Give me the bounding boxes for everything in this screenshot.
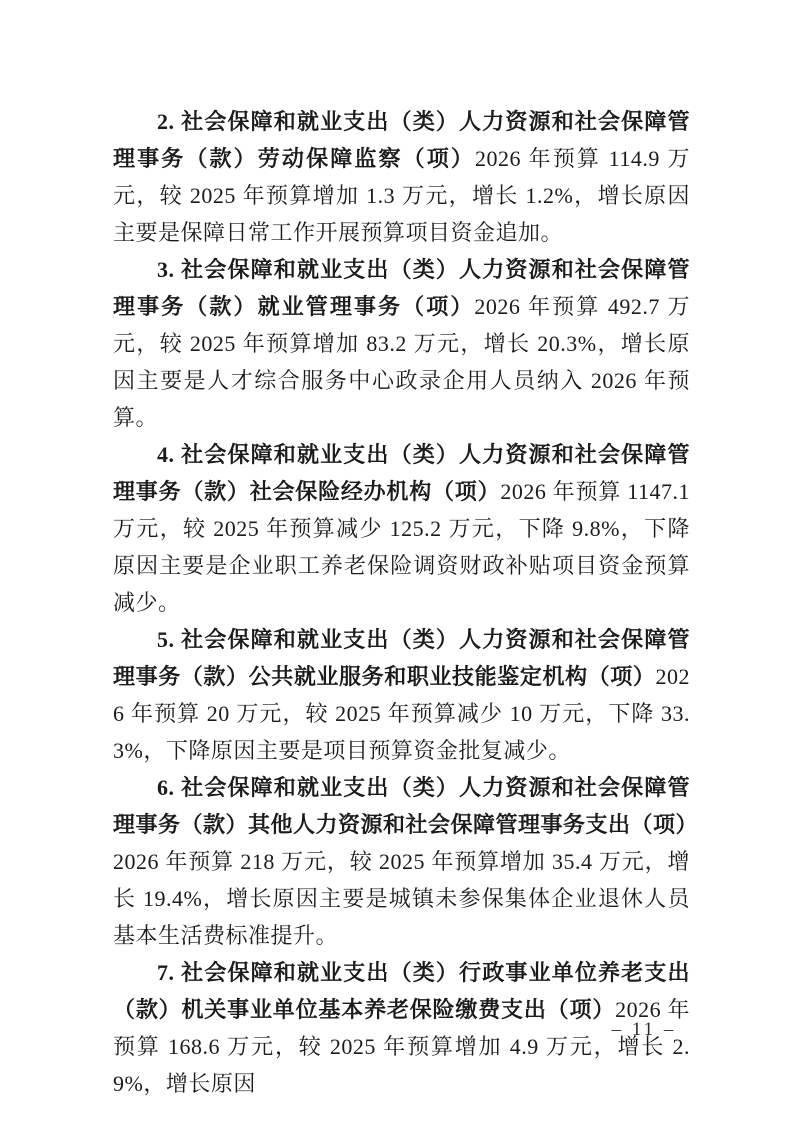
budget-paragraph-5-body: 2026 年预算 20 万元，较 2025 年预算减少 10 万元，下降 33.3%，下降原因主要是项目预算资金批复减少。 [113, 664, 690, 763]
budget-paragraph-4-body: 2026 年预算 1147.1 万元，较 2025 年预算减少 125.2 万元，下降 9.8%，下降原因主要是企业职工养老保险调资财政补贴项目资金预算减少。 [113, 479, 690, 615]
budget-paragraph-6-heading: 6. 社会保障和就业支出（类）人力资源和社会保障管理事务（款）其他人力资源和社会保障管理事务支出（项） [113, 775, 699, 837]
budget-paragraph-7-body: 2026 年预算 168.6 万元，较 2025 年预算增加 4.9 万元，增长 2.9%，增长原因 [113, 997, 690, 1096]
budget-paragraph-2-body: 2026 年预算 114.9 万元，较 2025 年预算增加 1.3 万元，增长 1.2%，增长原因主要是保障日常工作开展预算项目资金追加。 [113, 146, 690, 245]
budget-paragraph-5 [113, 621, 690, 769]
budget-paragraph-3 [113, 251, 690, 436]
document-body [113, 103, 699, 1102]
budget-paragraph-3-heading: 3. 社会保障和就业支出（类）人力资源和社会保障管理事务（款）就业管理事务（项） [113, 257, 690, 319]
page-number: – 11 – [611, 1019, 677, 1040]
budget-paragraph-5-heading: 5. 社会保障和就业支出（类）人力资源和社会保障管理事务（款）公共就业服务和职业技能鉴定机构（项） [113, 627, 690, 689]
budget-paragraph-4 [113, 436, 690, 621]
budget-paragraph-6-body: 2026 年预算 218 万元，较 2025 年预算增加 35.4 万元，增长 19.4%，增长原因主要是城镇未参保集体企业退休人员基本生活费标准提升。 [113, 849, 690, 948]
budget-paragraph-3-body: 2026 年预算 492.7 万元，较 2025 年预算增加 83.2 万元，增长 20.3%，增长原因主要是人才综合服务中心政录企用人员纳入 2026 年预算。 [113, 294, 690, 430]
budget-paragraph-2 [113, 103, 690, 251]
budget-paragraph-4-heading: 4. 社会保障和就业支出（类）人力资源和社会保障管理事务（款）社会保险经办机构（项） [113, 442, 690, 504]
budget-paragraph-7-heading: 7. 社会保障和就业支出（类）行政事业单位养老支出（款）机关事业单位基本养老保险缴费支出（项） [113, 960, 690, 1022]
budget-paragraph-6 [113, 769, 699, 954]
budget-paragraph-2-heading: 2. 社会保障和就业支出（类）人力资源和社会保障管理事务（款）劳动保障监察（项） [113, 109, 690, 171]
